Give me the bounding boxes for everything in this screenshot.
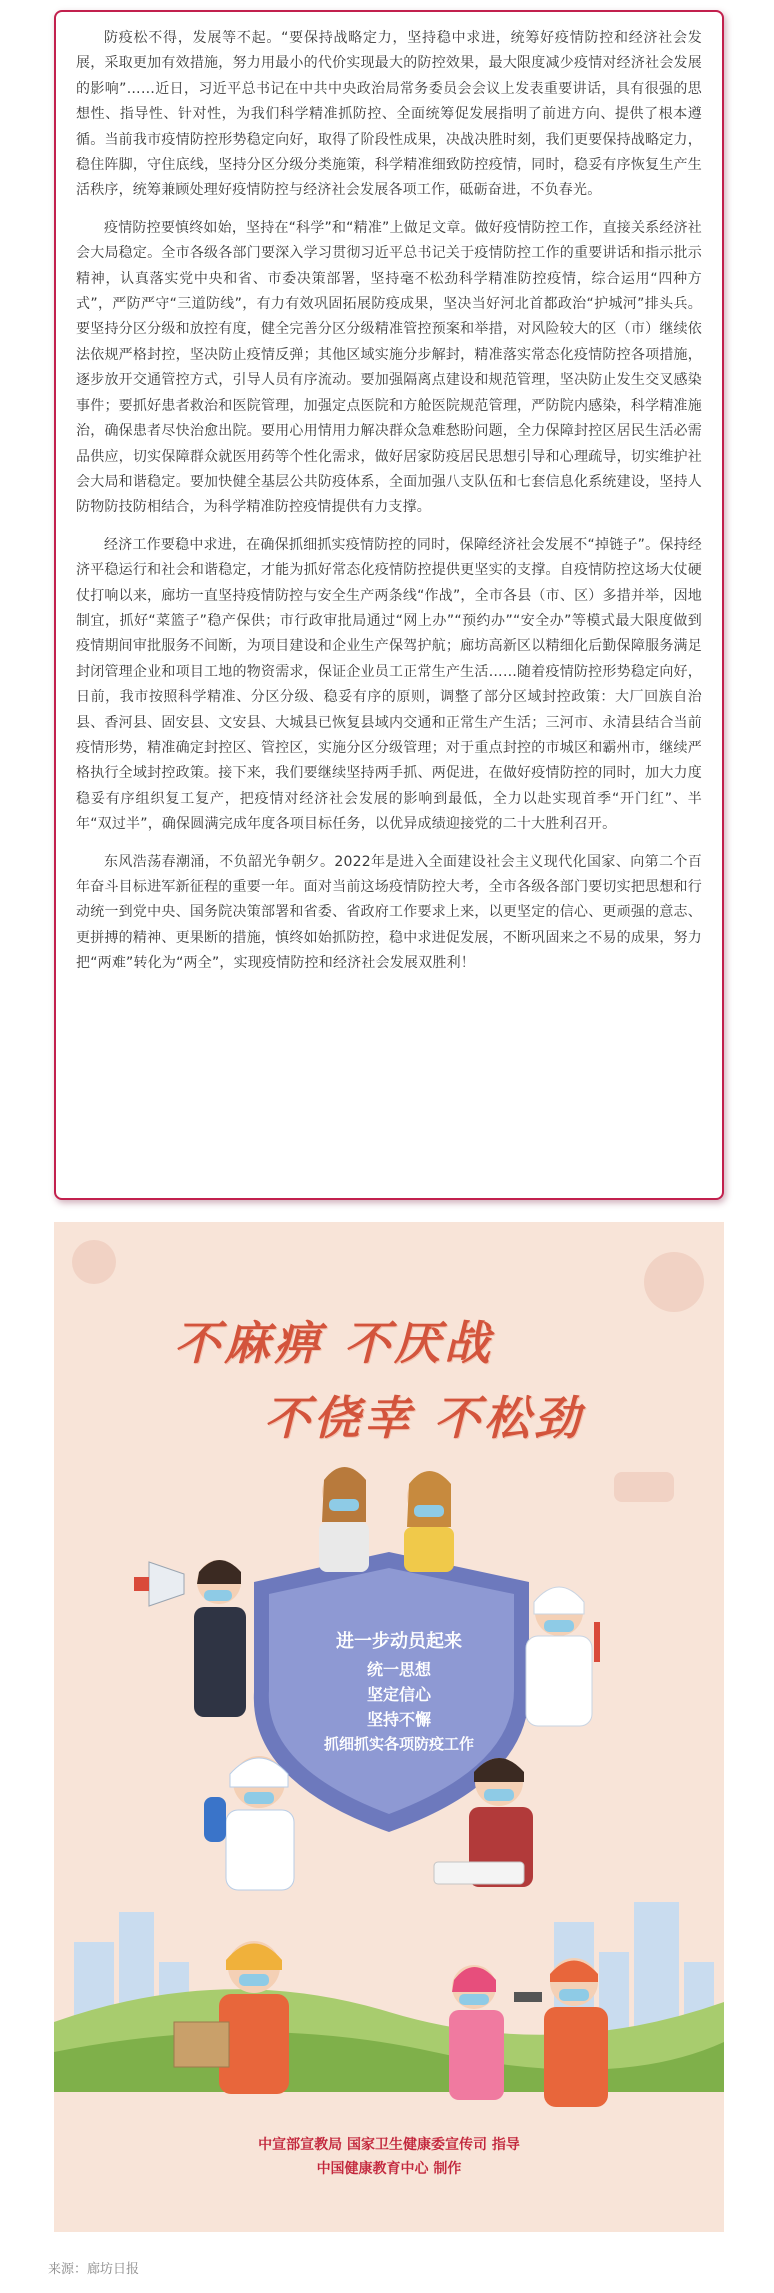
epidemic-poster	[54, 1222, 724, 2232]
article-paragraph: 经济工作要稳中求进，在确保抓细抓实疫情防控的同时，保障经济社会发展不“掉链子”。保持经济平稳运行和社会和谐稳定，才能为抓好常态化疫情防控提供更坚实的支撑。自疫情防控这场大仗硬仗打响以来，廊坊一直坚持疫情防控与安全生产两条线“作战”，全市各县（市、区）多措并举，因地制宜，抓好“菜篮子”稳产保供；市行政审批局通过“网上办”“预约办”“安全办”等模式最大限度做到疫情期间审批服务不间断，为项目建设和企业生产保驾护航；廊坊高新区以精细化后勤保障服务满足封闭管理企业和项目工地的物资需求，保证企业员工正常生产生活……随着疫情防控形势稳定向好，日前，我市按照科学精准、分区分级、稳妥有序的原则，调整了部分区域封控政策：大厂回族自治县、香河县、固安县、文安县、大城县已恢复县域内交通和正常生产生活；三河市、永清县结合当前疫情形势，精准确定封控区、管控区，实施分区分级管理；对于重点封控的市城区和霸州市，继续严格执行全域封控政策。接下来，我们要继续坚持两手抓、两促进，在做好疫情防控的同时，加大力度稳妥有序组织复工复产，把疫情对经济社会发展的影响到最低，全力以赴实现首季“开门红”、半年“双过半”，确保圆满完成年度各项目标任务，以优异成绩迎接党的二十大胜利召开。	[76, 536, 702, 833]
poster-credit-producer: 中国健康教育中心 制作	[316, 2161, 462, 2177]
shield-line: 统一思想	[366, 1660, 431, 1679]
medical-worker-icon	[526, 1587, 600, 1726]
shield-line: 抓细抓实各项防疫工作	[323, 1735, 474, 1753]
source-attribution: 来源：廊坊日报	[48, 2262, 140, 2277]
shield-line: 坚持不懈	[366, 1710, 431, 1729]
shield-text-block	[269, 1627, 529, 1757]
official-megaphone-icon	[134, 1560, 246, 1717]
shield-line: 进一步动员起来	[336, 1631, 462, 1652]
poster-slogan-line2: 不侥幸 不松劲	[264, 1391, 585, 1445]
article-paragraph: 防疫松不得，发展等不起。“要保持战略定力，坚持稳中求进，统筹好疫情防控和经济社会发展，采取更加有效措施，努力用最小的代价实现最大的防控效果，最大限度减少疫情对经济社会发展的影响”……近日，习近平总书记在中共中央政治局常务委员会会议上发表重要讲话，具有很强的思想性、指导性、针对性，为我们科学精准抓防控、全面统筹促发展指明了前进方向、提供了根本遵循。当前我市疫情防控形势稳定向好，取得了阶段性成果，决战决胜时刻，我们更要保持战略定力，稳住阵脚，守住底线，坚持分区分级分类施策，科学精准细致防控疫情，同时，稳妥有序恢复生产生活秩序，统筹兼顾处理好疫情防控与经济社会发展各项工作，砥砺奋进，不负春光。	[76, 30, 702, 199]
poster-credit-guidance: 中宣部宣教局 国家卫生健康委宣传司 指导	[258, 2137, 520, 2153]
protective-suit-worker-icon	[204, 1756, 294, 1890]
article-card	[54, 10, 724, 1200]
article-paragraph: 疫情防控要慎终如始，坚持在“科学”和“精准”上做足文章。做好疫情防控工作，直接关系经济社会大局稳定。全市各级各部门要深入学习贯彻习近平总书记关于疫情防控工作的重要讲话和指示批示精神，认真落实党中央和省、市委决策部署，坚持毫不松劲科学精准防控疫情，综合运用“四种方式”，严防严守“三道防线”，有力有效巩固拓展防疫成果，坚决当好河北首都政治“护城河”排头兵。要坚持分区分级和放控有度，健全完善分区分级精准管控预案和举措，对风险较大的区（市）继续依法依规严格封控，坚决防止疫情反弹；其他区域实施分步解封，精准落实常态化疫情防控各项措施，逐步放开交通管控方式，引导人员有序流动。要加强隔离点建设和规范管理，坚决防止发生交叉感染事件；要抓好患者救治和医院管理，加强定点医院和方舱医院规范管理，严防院内感染，科学精准施治，确保患者尽快治愈出院。要用心用情用力解决群众急难愁盼问题，全力保障封控区居民生活必需品供应，切实保障群众就医用药等个性化需求，做好居家防疫居民思想引导和心理疏导，切实维护社会大局和谐稳定。要加快健全基层公共防疫体系，全面加强八支队伍和七套信息化系统建设，坚持人防物防技防相结合，为科学精准防控疫情提供有力支撑。	[76, 219, 702, 516]
shield-line: 坚定信心	[366, 1685, 431, 1704]
article-paragraph: 东风浩荡春潮涌，不负韶光争朝夕。2022年是进入全面建设社会主义现代化国家、向第二个百年奋斗目标进军新征程的重要一年。面对当前这场疫情防控大考，全市各级各部门要切实把思想和行动统一到党中央、国务院决策部署和省委、省政府工作要求上来，以更坚定的信心、更顽强的意志、更拼搏的精神、更果断的措施，慎终如始抓防控，稳中求进促发展，不断巩固来之不易的成果，努力把“两难”转化为“两全”，实现疫情防控和经济社会发展双胜利！	[76, 853, 702, 972]
poster-slogan-line1: 不麻痹 不厌战	[174, 1316, 495, 1370]
